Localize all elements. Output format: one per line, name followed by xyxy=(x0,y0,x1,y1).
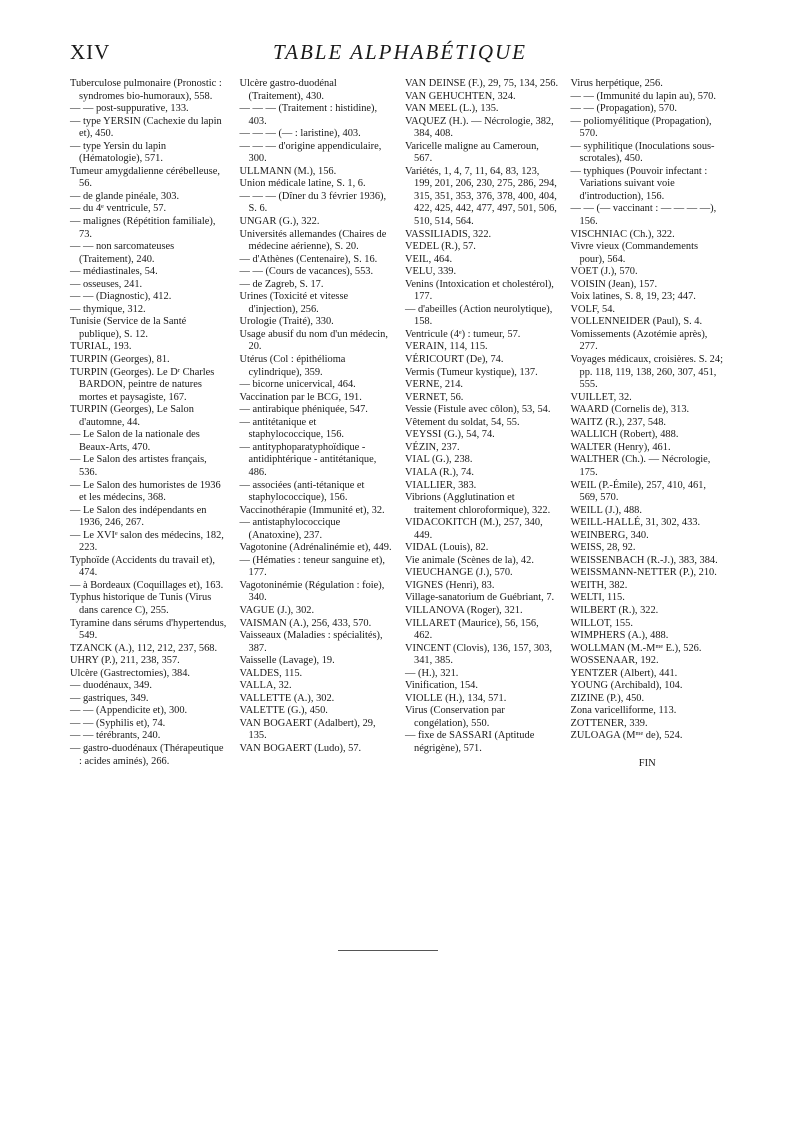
index-entry: UHRY (P.), 211, 238, 357. xyxy=(70,655,180,667)
index-column-1 xyxy=(70,78,236,770)
end-marker: FIN xyxy=(638,757,656,769)
index-entry: — antistaphylococcique (Anatoxine), 237. xyxy=(239,517,341,541)
index-entry: VAN DEINSE (F.), 29, 75, 134, 256. xyxy=(405,78,559,89)
index-entry: Vaccination par le BCG, 191. xyxy=(239,391,362,403)
index-entry: — syphilitique (Inoculations sous-scrotales), 450. xyxy=(570,140,715,165)
index-entry: VAN GEHUCHTEN, 324. xyxy=(405,90,516,102)
index-entry: — — (Appendicite et), 300. xyxy=(70,705,188,717)
index-entry: Typhus historique de Tunis (Virus dans carence C), 255. xyxy=(70,592,212,616)
index-entry: Vagotonine (Adrénalinémie et), 449. xyxy=(239,542,392,554)
index-entry: — de glande pinéale, 303. xyxy=(70,190,180,202)
index-entry: — — (Propagation), 570. xyxy=(570,103,677,115)
index-entry: VALETTE (G.), 450. xyxy=(239,705,328,717)
index-entry: TURPIN (Georges). Le Dʳ Charles BARDON, peintre de natures mortes et paysagiste, 167. xyxy=(70,366,215,403)
index-entry: Utérus (Col : épithélioma cylindrique), 359. xyxy=(239,354,346,378)
index-entry: Vaisseaux (Maladies : spécialités), 387. xyxy=(239,630,383,654)
index-entry: Vagotoninémie (Régulation : foie), 340. xyxy=(239,579,385,604)
index-entry: VERAIN, 114, 115. xyxy=(405,341,488,353)
index-entry: — — — (Dîner du 3 février 1936), S. 6. xyxy=(239,190,387,215)
index-entry: Voyages médicaux, croisières. S. 24; pp. 118, 119, 138, 260, 307, 451, 555. xyxy=(570,354,723,391)
index-entry: VERNE, 214. xyxy=(405,379,464,391)
index-entry: — médiastinales, 54. xyxy=(70,266,158,278)
index-entry: VIOLLE (H.), 134, 571. xyxy=(405,692,507,704)
index-entry: Variétés, 1, 4, 7, 11, 64, 83, 123, 199, 201, 206, 230, 275, 286, 294, 315, 351, 353, 376, 378, 400, 404, 422, 425, 442, 477, 497, 501, 506, 510, 514, 564. xyxy=(405,165,557,228)
index-entry: VÉRICOURT (De), 74. xyxy=(405,354,504,366)
index-entry: VÉZIN, 237. xyxy=(405,441,460,453)
index-entry: VIEUCHANGE (J.), 570. xyxy=(405,567,513,579)
index-entry: — antirabique phéniquée, 547. xyxy=(239,404,368,416)
index-entry: — (H.), 321. xyxy=(405,667,459,679)
index-entry: TURPIN (Georges), Le Salon d'automne, 44. xyxy=(70,404,194,428)
index-entry: Urines (Toxicité et vitesse d'injection), 256. xyxy=(239,291,349,315)
index-entry: VAN BOGAERT (Ludo), 57. xyxy=(239,742,362,754)
index-entry: VAN MEEL (L.), 135. xyxy=(405,103,499,115)
index-entry: VIDACOKITCH (M.), 257, 340, 449. xyxy=(405,517,543,541)
index-entry: VIGNES (Henri), 83. xyxy=(405,579,495,591)
index-entry: — Le Salon des humoristes de 1936 et les médecins, 368. xyxy=(70,479,221,504)
index-entry: — duodénaux, 349. xyxy=(70,680,152,692)
index-entry: — antityphoparatyphoïdique - antidiphtérique - antitétanique, 486. xyxy=(239,441,377,478)
index-entry: Vaccinothérapie (Immunité et), 32. xyxy=(239,504,385,516)
index-entry: VOISIN (Jean), 157. xyxy=(570,278,658,290)
index-entry: Ulcère gastro-duodénal (Traitement), 430. xyxy=(239,78,337,102)
index-entry: Voix latines, S. 8, 19, 23; 447. xyxy=(570,291,696,303)
page-title: TABLE ALPHABÉTIQUE xyxy=(273,40,527,64)
index-entry: Virus herpétique, 256. xyxy=(570,78,663,89)
index-entry: WEISS, 28, 92. xyxy=(570,542,636,554)
index-entry: WEILL (J.), 488. xyxy=(570,504,642,516)
index-entry: — — (Diagnostic), 412. xyxy=(70,291,172,303)
index-entry: VEIL, 464. xyxy=(405,253,453,265)
index-entry: — — — d'origine appendiculaire, 300. xyxy=(239,140,382,165)
index-entry: Usage abusif du nom d'un médecin, 20. xyxy=(239,328,388,353)
index-entry: Virus (Conservation par congélation), 550. xyxy=(405,705,505,729)
index-entry: WEISSMANN-NETTER (P.), 210. xyxy=(570,567,717,579)
index-entry: — antitétanique et staphylococcique, 156. xyxy=(239,416,345,441)
index-entry: Vie animale (Scènes de la), 42. xyxy=(405,554,534,566)
index-entry: YENTZER (Albert), 441. xyxy=(570,667,678,679)
index-entry: Venins (Intoxication et cholestérol), 177. xyxy=(405,278,554,303)
index-entry: VILLANOVA (Roger), 321. xyxy=(405,604,523,616)
index-entry: — — post-suppurative, 133. xyxy=(70,103,189,115)
index-columns xyxy=(70,78,732,770)
index-entry: VEDEL (R.), 57. xyxy=(405,241,476,253)
index-entry: WILBERT (R.), 322. xyxy=(570,604,659,616)
index-entry: Vessie (Fistule avec côlon), 53, 54. xyxy=(405,404,551,416)
index-entry: VOLF, 54. xyxy=(570,303,615,315)
index-entry: VILLARET (Maurice), 56, 156, 462. xyxy=(405,617,539,642)
index-entry: WEISSENBACH (R.-J.), 383, 384. xyxy=(570,554,718,566)
index-entry: VASSILIADIS, 322. xyxy=(405,228,492,240)
index-entry: VISCHNIAC (Ch.), 322. xyxy=(570,228,675,240)
index-entry: WALTER (Henry), 461. xyxy=(570,441,671,453)
index-entry: Tunisie (Service de la Santé publique), S. 12. xyxy=(70,316,187,340)
index-entry: — poliomyélitique (Propagation), 570. xyxy=(570,115,712,140)
index-entry: VAISMAN (A.), 256, 433, 570. xyxy=(239,617,372,629)
index-entry: — d'Athènes (Centenaire), S. 16. xyxy=(239,253,378,265)
index-entry: WIMPHERS (A.), 488. xyxy=(570,630,669,642)
index-entry: VALLA, 32. xyxy=(239,680,292,692)
index-entry: WEITH, 382. xyxy=(570,579,628,591)
index-entry: WOSSENAAR, 192. xyxy=(570,655,659,667)
index-entry: WOLLMAN (M.-Mᵐᵉ E.), 526. xyxy=(570,642,702,654)
index-entry: — Le Salon des artistes français, 536. xyxy=(70,454,207,478)
index-entry: Urologie (Traité), 330. xyxy=(239,316,334,328)
index-entry: YOUNG (Archibald), 104. xyxy=(570,680,683,692)
index-entry: — — non sarcomateuses (Traitement), 240. xyxy=(70,241,175,265)
index-entry: TZANCK (A.), 112, 212, 237, 568. xyxy=(70,642,218,654)
index-entry: Vibrions (Agglutination et traitement chloroformique), 322. xyxy=(405,492,551,516)
index-entry: VAQUEZ (H.). — Nécrologie, 382, 384, 408. xyxy=(405,115,554,140)
index-column-2 xyxy=(236,78,402,770)
index-entry: UNGAR (G.), 322. xyxy=(239,216,320,228)
index-entry: — thymique, 312. xyxy=(70,303,146,315)
index-entry: — — (Cours de vacances), 553. xyxy=(239,266,374,278)
index-entry: VIAL (G.), 238. xyxy=(405,454,473,466)
index-entry: Vinification, 154. xyxy=(405,680,478,692)
footer-rule xyxy=(338,950,438,951)
index-entry: ZOTTENER, 339. xyxy=(570,717,648,729)
index-entry: — osseuses, 241. xyxy=(70,278,143,290)
index-entry: VELU, 339. xyxy=(405,266,457,278)
index-entry: Vermis (Tumeur kystique), 137. xyxy=(405,366,538,378)
index-entry: WAARD (Cornelis de), 313. xyxy=(570,404,690,416)
index-entry: — typhiques (Pouvoir infectant : Variations suivant voie d'introduction), 156. xyxy=(570,165,708,202)
index-entry: Village-sanatorium de Guébriant, 7. xyxy=(405,592,555,604)
index-entry: VOLLENNEIDER (Paul), S. 4. xyxy=(570,316,703,328)
index-entry: WALTHER (Ch.). — Nécrologie, 175. xyxy=(570,454,711,478)
index-entry: — (Hématies : teneur sanguine et), 177. xyxy=(239,554,385,579)
index-entry: — de Zagreb, S. 17. xyxy=(239,278,324,290)
index-entry: Vomissements (Azotémie après), 277. xyxy=(570,328,708,353)
index-entry: — du 4ᵉ ventricule, 57. xyxy=(70,203,167,215)
index-entry: WEILL-HALLÉ, 31, 302, 433. xyxy=(570,517,701,529)
index-entry: — fixe de SASSARI (Aptitude négrigène), 571. xyxy=(405,730,535,754)
index-entry: VAGUE (J.), 302. xyxy=(239,604,315,616)
index-entry: — d'abeilles (Action neurolytique), 158. xyxy=(405,303,553,328)
index-entry: WEIL (P.-Émile), 257, 410, 461, 569, 570. xyxy=(570,479,707,504)
index-entry: Varicelle maligne au Cameroun, 567. xyxy=(405,140,539,165)
index-entry: Tuberculose pulmonaire (Pronostic : syndromes bio-humoraux), 558. xyxy=(70,78,222,102)
index-entry: TURPIN (Georges), 81. xyxy=(70,354,170,366)
index-entry: — — (Immunité du lapin au), 570. xyxy=(570,90,716,102)
index-entry: WELTI, 115. xyxy=(570,592,625,604)
index-entry: — — térébrants, 240. xyxy=(70,730,161,742)
index-entry: ULLMANN (M.), 156. xyxy=(239,165,337,177)
index-entry: ZULOAGA (Mᵐᵉ de), 524. xyxy=(570,730,683,742)
index-entry: — — (— vaccinant : — — — —), 156. xyxy=(570,203,717,228)
index-entry: VAN BOGAERT (Adalbert), 29, 135. xyxy=(239,717,376,742)
index-entry: VOET (J.), 570. xyxy=(570,266,638,278)
index-entry: Ventricule (4ᵉ) : tumeur, 57. xyxy=(405,328,521,340)
index-entry: VINCENT (Clovis), 136, 157, 303, 341, 385. xyxy=(405,642,553,667)
index-entry: — bicorne unicervical, 464. xyxy=(239,379,356,391)
index-entry: Vaisselle (Lavage), 19. xyxy=(239,655,335,667)
index-entry: — Le Salon de la nationale des Beaux-Arts, 470. xyxy=(70,429,200,453)
index-entry: WALLICH (Robert), 488. xyxy=(570,429,679,441)
index-entry: — gastro-duodénaux (Thérapeutique : acides aminés), 266. xyxy=(70,742,224,767)
index-entry: WILLOT, 155. xyxy=(570,617,633,629)
index-entry: Universités allemandes (Chaires de médecine aérienne), S. 20. xyxy=(239,228,387,253)
index-entry: VIALA (R.), 74. xyxy=(405,466,474,478)
index-column-4-entries xyxy=(571,78,725,743)
index-column-3 xyxy=(401,78,567,770)
index-entry: VIDAL (Louis), 82. xyxy=(405,542,489,554)
index-entry: — type YERSIN (Cachexie du lapin et), 450. xyxy=(70,115,222,140)
index-entry: ZIZINE (P.), 450. xyxy=(570,692,645,704)
index-entry: Tyramine dans sérums d'hypertendus, 549. xyxy=(70,617,227,642)
index-entry: WEINBERG, 340. xyxy=(570,529,649,541)
index-entry: Typhoïde (Accidents du travail et), 474. xyxy=(70,554,215,579)
index-entry: — malignes (Répétition familiale), 73. xyxy=(70,216,216,240)
index-entry: — Le Salon des indépendants en 1936, 246, 267. xyxy=(70,504,207,529)
index-entry: Tumeur amygdalienne cérébelleuse, 56. xyxy=(70,165,220,190)
index-entry: — gastriques, 349. xyxy=(70,692,149,704)
index-entry: — Le XVIᵉ salon des médecins, 182, 223. xyxy=(70,529,224,554)
index-entry: VIALLIER, 383. xyxy=(405,479,477,491)
index-entry: — — (Syphilis et), 74. xyxy=(70,717,166,729)
index-entry: — associées (anti-tétanique et staphylococcique), 156. xyxy=(239,479,365,504)
index-entry: — à Bordeaux (Coquillages et), 163. xyxy=(70,579,224,591)
index-entry: VALLETTE (A.), 302. xyxy=(239,692,335,704)
index-entry: — — — (— : laristine), 403. xyxy=(239,128,361,140)
index-entry: — type Yersin du lapin (Hématologie), 571. xyxy=(70,140,167,165)
index-entry: Zona varicelliforme, 113. xyxy=(570,705,677,717)
index-entry: Vivre vieux (Commandements pour), 564. xyxy=(570,241,698,265)
index-column-4 xyxy=(567,78,733,770)
index-entry: VUILLET, 32. xyxy=(570,391,632,403)
index-entry: Union médicale latine, S. 1, 6. xyxy=(239,178,366,190)
index-entry: Ulcère (Gastrectomies), 384. xyxy=(70,667,191,679)
page-header xyxy=(70,40,730,74)
index-entry: VERNET, 56. xyxy=(405,391,464,403)
index-entry: WAITZ (R.), 237, 548. xyxy=(570,416,667,428)
page-number: XIV xyxy=(70,40,111,64)
index-entry: VALDES, 115. xyxy=(239,667,303,679)
index-entry: — — — (Traitement : histidine), 403. xyxy=(239,103,378,127)
index-entry: VEYSSI (G.), 54, 74. xyxy=(405,429,495,441)
index-entry: TURIAL, 193. xyxy=(70,341,132,353)
index-entry: Vêtement du soldat, 54, 55. xyxy=(405,416,520,428)
